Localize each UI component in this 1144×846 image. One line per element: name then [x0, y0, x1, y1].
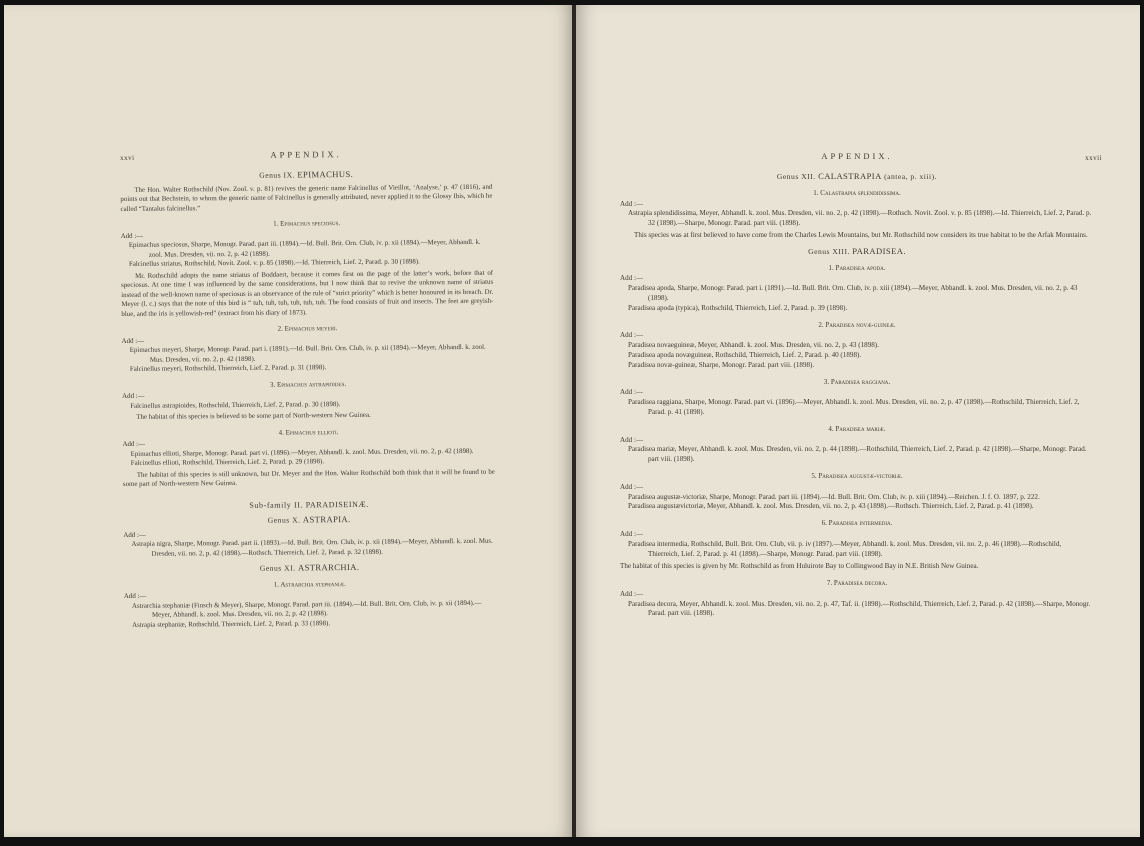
genus-name: EPIMACHUS. — [297, 168, 354, 180]
genus-name: ASTRARCHIA. — [297, 561, 360, 573]
species-heading: 7. Paradisea decora. — [826, 579, 888, 588]
add-label: Add :— — [122, 392, 145, 400]
reference: Paradisea apoda, Sharpe, Monogr. Parad. part i. (1891).—Id. Bull. Brit. Orn. Club, iv. p. xiii (1894).—Meyer, Abhandl. k. zool. Mus. Dresden, vii. no. 2, p. 43 (1898). — [628, 284, 1078, 302]
genus-suffix: (antea, p. xiii). — [884, 172, 938, 181]
species-note: The habitat of this species is believed to be some part of North-western New Guinea. — [136, 411, 371, 421]
reference: Paradisea novæ-guineæ, Sharpe, Monogr. Parad. part viii. (1898). — [628, 360, 815, 369]
species-heading: 5. Paradisea augustæ-victoriæ. — [811, 471, 903, 480]
add-label: Add :— — [620, 435, 644, 444]
add-label: Add :— — [620, 274, 644, 283]
species-heading: 2. Paradisea novæ-guineæ. — [818, 320, 896, 329]
page-number: xxvii — [1085, 154, 1102, 162]
reference: Paradisea apoda novæguineæ, Rothschild, Thierreich, Lief. 2, Parad. p. 40 (1898). — [628, 350, 862, 359]
reference: Falcinellus ellioti, Rothschild, Thierreich, Lief. 2, Parad. p. 29 (1898). — [130, 458, 325, 467]
genus-heading — [120, 169, 492, 182]
add-label: Add :— — [620, 331, 644, 340]
left-page-text — [120, 149, 496, 630]
subfamily-heading: Sub-family II. PARADISEINÆ. — [249, 499, 369, 510]
add-label: Add :— — [620, 529, 644, 538]
genus-label: Genus X. — [267, 515, 301, 525]
add-label: Add :— — [620, 199, 644, 208]
genus-name: ASTRAPIA. — [302, 514, 351, 525]
reference: Astrapia nigra, Sharpe, Monogr. Parad. part ii. (1893).—Id. Bull. Brit. Orn. Club, iv. p. xii (1894).—Meyer, Abhandl. k. zool. Mus. Dresden, vii. no. 2, p. 42 (1898).—Rothsch. Thierreich, Lief. 2, Parad. p. 32 (1898). — [131, 537, 493, 558]
reference: Paradisea intermedia, Rothschild, Bull. Brit. Orn. Club, vii. p. iv (1897).—Meyer, Abhandl. k. zool. Mus. Dresden, vii. no. 2, p. 46 (1898).—Rothschild, Thierreich, Lief. 2, Parad. p. 41 (1898).—Sharpe, Monogr. Parad. part viii. (1898). — [628, 539, 1062, 558]
reference: Paradisea mariæ, Meyer, Abhandl. k. zool. Mus. Dresden, vii. no. 2, p. 44 (1898).—Rothschild, Thierreich, Lief. 2, Parad. p. 42 (1898).—Sharpe, Monogr. Parad. part viii. (1898). — [628, 445, 1087, 464]
genus-heading — [620, 247, 1094, 257]
add-label: Add :— — [121, 337, 145, 345]
reference: Paradisea raggiana, Sharpe, Monogr. Parad. part vi. (1896).—Meyer, Abhandl. k. zool. Mus. Dresden, vii. no. 2, p. 47 (1898).—Rothschild, Thierreich, Lief. 2, Parad. p. 41 (1898). — [628, 398, 1080, 416]
add-label: Add :— — [123, 531, 146, 539]
species-heading: 6. Paradisea intermedia. — [821, 519, 893, 528]
reference: Astrapia stephaniæ, Rothschild, Thierreich, Lief. 2, Parad. p. 33 (1898). — [132, 619, 331, 629]
reference: Paradisea augustævictoriæ, Meyer, Abhandl. k. zool. Mus. Dresden, vii. no. 2, p. 43 (1898).—Rothsch. Thierreich, Lief. 2, Parad. p. 41 (1898). — [628, 502, 1034, 511]
add-label: Add :— — [120, 232, 144, 240]
right-page — [576, 5, 1140, 837]
genus-label: Genus XII. — [776, 172, 816, 181]
right-page-text — [620, 151, 1102, 619]
running-head: APPENDIX. — [270, 149, 342, 160]
species-heading: 1. Paradisea apoda. — [828, 263, 886, 272]
add-label: Add :— — [620, 482, 644, 491]
species-note: The habitat of this species is still unknown, but Dr. Meyer and the Hon. Walter Rothschild both think that it will be found to be some part of North-western New Guinea. — [122, 468, 495, 488]
add-label: Add :— — [620, 388, 644, 397]
species-heading: 4. Paradisea mariæ. — [828, 424, 886, 433]
add-label: Add :— — [620, 589, 644, 598]
species-heading: 1. Astrarchia stephaniæ. — [273, 579, 346, 589]
reference: Astrapia splendidissima, Meyer, Abhandl. k. zool. Mus. Dresden, vii. no. 2, p. 42 (1898).—Rothsch. Novit. Zool. v. p. 85 (1898).—Id. Thierreich, Lief. 2, Parad. p. 32 (1898).—Sharpe, Monogr. Parad. part viii. (1898). — [628, 209, 1092, 228]
page-number: xxvi — [120, 153, 135, 162]
species-note: Mr. Rothschild adopts the name striatus of Boddaert, because it comes first on the page of the latter’s work, before that of speciosus. At one time I was influenced by the same considerations, but I now think that to revive the unknown name of striatus instead of the well-known name of speciosus is an observance of the rule of “strict priority” which is better honoured in its breach. Dr. Meyer (l. c.) says that the note of this bird is “ tuh, tuh, tuh, tuh, tuh, tuh. The food consists of fruit and insects. The feet are greyish-blue, and the iris is yellowish-red” (extract from his diary of 1873). — [121, 269, 494, 318]
species-heading: 3. Paradisea raggiana. — [823, 377, 891, 386]
genus-label: Genus XI. — [259, 563, 296, 573]
genus-heading — [124, 562, 496, 575]
page-header — [120, 149, 492, 166]
page-header — [620, 151, 1102, 166]
reference: Paradisea apoda (typica), Rothschild, Thierreich, Lief. 2, Parad. p. 39 (1898). — [628, 303, 848, 312]
species-note: This species was at first believed to have come from the Charles Lewis Mountains, but Mr. Rothschild now considers its true habitat to be the Arfak Mountains. — [634, 230, 1088, 239]
reference: Epimachus ellioti, Sharpe, Monogr. Parad. part vi. (1896).—Meyer, Abhandl. k. zool. Mus. Dresden, vii. no. 2, p. 42 (1898). — [130, 447, 474, 458]
genus-heading — [620, 172, 1094, 182]
reference: Falcinellus meyeri, Rothschild, Thierreich, Lief. 2, Parad. p. 31 (1898). — [129, 364, 327, 373]
species-heading: 3. Epimachus astrapioides. — [269, 379, 347, 389]
reference: Epimachus speciosus, Sharpe, Monogr. Parad. part iii. (1894).—Id. Bull. Brit. Orn. Club, iv. p. xii (1894).—Meyer, Abhandl. k. zool. Mus. Dresden, vii. no. 2, p. 42 (1898). — [128, 238, 481, 259]
running-head: APPENDIX. — [821, 151, 893, 161]
reference: Paradisea augustæ-victoriæ, Sharpe, Monogr. Parad. part iii. (1894).—Id. Bull. Brit. Orn. Club, iv. p. xiii (1894).—Reichen. J. f. O. 1897, p. 222. — [628, 492, 1040, 501]
species-note: The habitat of this species is given by Mr. Rothschild as from Huluirote Bay to Collingwood Bay in N.E. British New Guinea. — [620, 562, 979, 571]
reference: Epimachus meyeri, Sharpe, Monogr. Parad. part i. (1891).—Id. Bull. Brit. Orn. Club, iv. p. xii (1894).—Meyer, Abhandl. k. zool. Mus. Dresden, vii. no. 2, p. 42 (1898). — [129, 343, 486, 364]
genus-intro: The Hon. Walter Rothschild (Nov. Zool. v. p. 81) revives the generic name Falcinellus of Vieillot, ‘Analyse,’ p. 47 (1816), and points out that Bechstein, to whom the generic name of Falcinellus is generally attributed, never applied it to the Glossy Ibis, which he called “Tantalus falcinellus.” — [120, 183, 493, 213]
genus-label: Genus XIII. — [808, 246, 850, 256]
add-label: Add :— — [122, 440, 145, 448]
species-heading: 1. Epimachus speciosus. — [273, 219, 341, 228]
reference: Astrarchia stephaniæ (Finsch & Meyer), Sharpe, Monogr. Parad. part iii. (1894).—Id. Bull. Brit. Orn. Club, iv. p. xii (1894).—Meyer, Abhandl. k. zool. Mus. Dresden, vii. no. 2, p. 42 (1898). — [131, 599, 482, 619]
species-heading: 1. Calastrapia splendidissima. — [813, 188, 901, 197]
left-page — [4, 5, 574, 837]
genus-name: PARADISEA. — [852, 245, 906, 256]
genus-name: CALASTRAPIA — [818, 171, 882, 181]
reference: Paradisea novaeguineæ, Meyer, Abhandl. k. zool. Mus. Dresden, vii. no. 2, p. 43 (1898). — [628, 341, 879, 350]
species-heading: 4. Epimachus ellioti. — [278, 427, 339, 437]
genus-label: Genus IX. — [259, 170, 295, 180]
reference: Falcinellus astrapioides, Rothschild, Thierreich, Lief. 2, Parad. p. 30 (1898). — [130, 400, 341, 410]
add-label: Add :— — [123, 592, 147, 600]
species-heading: 2. Epimachus meyeri. — [277, 324, 338, 333]
reference: Falcinellus striatus, Rothschild, Novit. Zool. v. p. 85 (1898).—Id. Thierreich, Lief. 2, Parad. p. 30 (1898). — [128, 258, 420, 268]
reference: Paradisea decora, Meyer, Abhandl. k. zool. Mus. Dresden, vii. no. 2, p. 47, Taf. ii. (1898).—Rothschild, Thierreich, Lief. 2, Parad. p. 42 (1898).—Sharpe, Monogr. Parad. part viii. (1898). — [628, 599, 1091, 618]
genus-heading — [123, 514, 495, 527]
